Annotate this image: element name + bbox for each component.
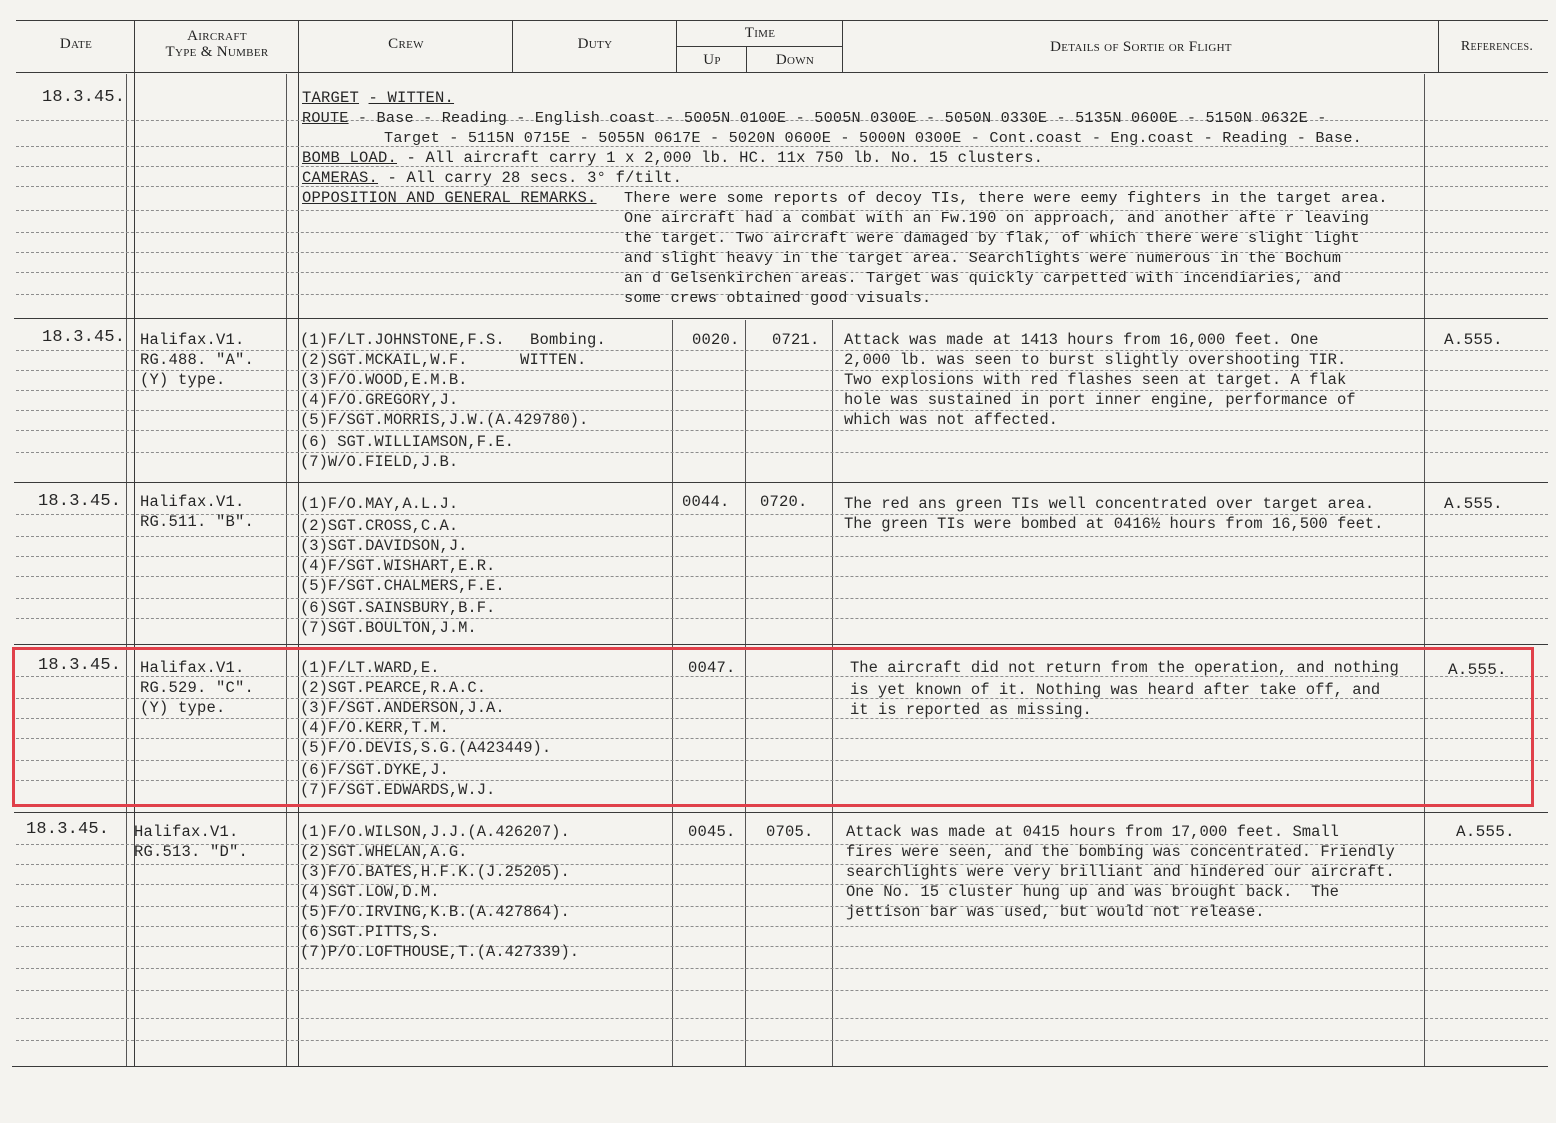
- details-line: hole was sustained in port inner engine, performance of: [844, 391, 1356, 409]
- section-separator-2: [14, 482, 1548, 483]
- header-up: Up: [703, 52, 721, 68]
- header-time: Time: [744, 25, 776, 41]
- crew-member: (2)SGT.PEARCE,R.A.C.: [300, 679, 487, 697]
- header-crew: Crew: [388, 36, 424, 52]
- body-divider-date: [126, 74, 127, 1066]
- crew-member: (4)SGT.LOW,D.M.: [300, 883, 440, 901]
- details-line: One No. 15 cluster hung up and was brought back. The: [846, 883, 1339, 901]
- header-details: Details of Sortie or Flight: [1050, 39, 1232, 55]
- header-date: Date: [59, 36, 93, 52]
- time-up: 0047.: [688, 659, 736, 677]
- route-line-2: Target - 5115N 0715E - 5055N 0617E - 5020N 0600E - 5000N 0300E - Cont.coast - Eng.coast - Reading - Base.: [384, 129, 1362, 147]
- crew-member: (5)F/O.IRVING,K.B.(A.427864).: [300, 903, 570, 921]
- body-divider-crew: [286, 74, 287, 1066]
- crew-member: (4)F/O.GREGORY,J.: [300, 391, 459, 409]
- details-line: fires were seen, and the bombing was concentrated. Friendly: [846, 843, 1395, 861]
- crew-member: (6)SGT.PITTS,S.: [300, 923, 440, 941]
- crew-member: (5)F/SGT.MORRIS,J.W.(A.429780).: [300, 411, 589, 429]
- aircraft-number: RG.511. "B".: [140, 513, 255, 531]
- aircraft-type: Halifax.V1.: [140, 331, 245, 349]
- crew-member: (1)F/O.WILSON,J.J.(A.426207).: [300, 823, 570, 841]
- reference: A.555.: [1456, 823, 1515, 841]
- cameras-line: [302, 168, 682, 188]
- crew-member: (5)F/O.DEVIS,S.G.(A423449).: [300, 739, 552, 757]
- crew-member: (6)F/SGT.DYKE,J.: [300, 761, 449, 779]
- details-line: jettison bar was used, but would not release.: [846, 903, 1265, 921]
- details-line: is yet known of it. Nothing was heard after take off, and: [850, 681, 1381, 699]
- aircraft-variant: (Y) type.: [140, 371, 226, 389]
- body-divider-details: [1424, 74, 1425, 1066]
- time-up: 0020.: [692, 331, 740, 349]
- details-line: which was not affected.: [844, 411, 1058, 429]
- time-down: 0720.: [760, 493, 808, 511]
- body-divider-up: [672, 320, 673, 1066]
- crew-member: (1)F/O.MAY,A.L.J.: [300, 495, 459, 513]
- target-line: [302, 88, 454, 108]
- remark-line-5: an d Gelsenkirchen areas. Target was quickly carpetted with incendiaries, and: [624, 269, 1342, 287]
- body-divider-time: [832, 320, 833, 1066]
- section-separator-1: [14, 318, 1548, 319]
- aircraft-type: Halifax.V1.: [140, 493, 245, 511]
- time-subheader-border: [676, 46, 842, 47]
- crew-member: (7)W/O.FIELD,J.B.: [300, 453, 459, 471]
- top-border: [16, 20, 1548, 21]
- remark-line-4: and slight heavy in the target area. Searchlights were numerous in the Bochum: [624, 249, 1342, 267]
- route-label: ROUTE: [302, 109, 349, 127]
- crew-member: (2)SGT.WHELAN,A.G.: [300, 843, 468, 861]
- aircraft-number: RG.513. "D".: [134, 843, 249, 861]
- sortie-date: 18.3.45.: [38, 492, 122, 511]
- summary-date: 18.3.45.: [42, 88, 126, 107]
- crew-member: (3)F/SGT.ANDERSON,J.A.: [300, 699, 505, 717]
- details-line: Two explosions with red flashes seen at target. A flak: [844, 371, 1347, 389]
- cameras-value: - All carry 28 secs. 3° f/tilt.: [387, 169, 683, 187]
- body-divider-down: [745, 320, 746, 1066]
- bomb-label: BOMB LOAD.: [302, 149, 398, 167]
- reference: A.555.: [1448, 661, 1507, 679]
- header-down: Down: [775, 52, 815, 68]
- reference: A.555.: [1444, 331, 1503, 349]
- crew-member: (6)SGT.SAINSBURY,B.F.: [300, 599, 496, 617]
- route-line-1: [302, 108, 1327, 128]
- crew-member: (3)SGT.DAVIDSON,J.: [300, 537, 468, 555]
- duty-line: Bombing.: [530, 331, 607, 349]
- details-line: The green TIs were bombed at 0416½ hours from 16,500 feet.: [844, 515, 1384, 533]
- remark-line-2: One aircraft had a combat with an Fw.190 on approach, and another afte r leaving: [624, 209, 1370, 227]
- section-separator-4: [14, 812, 1548, 813]
- target-value: - WITTEN.: [368, 89, 455, 107]
- header-aircraft: Aircraft Type & Number: [165, 28, 269, 60]
- header-references: References.: [1460, 39, 1534, 54]
- aircraft-type: Halifax.V1.: [134, 823, 239, 841]
- crew-member: (2)SGT.CROSS,C.A.: [300, 517, 459, 535]
- details-line: 2,000 lb. was seen to burst slightly overshooting TIR.: [844, 351, 1347, 369]
- crew-member: (5)F/SGT.CHALMERS,F.E.: [300, 577, 505, 595]
- route-value-1: - Base - Reading - English coast - 5005N 0100E - 5005N 0300E - 5050N 0330E - 5135N 0600E - 5150N 0632E -: [357, 109, 1327, 127]
- sortie-date: 18.3.45.: [38, 656, 122, 675]
- crew-member: (1)F/LT.JOHNSTONE,F.S.: [300, 331, 505, 349]
- time-up: 0044.: [682, 493, 730, 511]
- crew-member: (4)F/SGT.WISHART,E.R.: [300, 557, 496, 575]
- crew-member: (4)F/O.KERR,T.M.: [300, 719, 449, 737]
- time-down: 0721.: [772, 331, 820, 349]
- bomb-line: [302, 148, 1043, 168]
- col-divider-date: [134, 20, 135, 1066]
- remark-line-3: the target. Two aircraft were damaged by flak, of which there were slight light: [624, 229, 1360, 247]
- details-line: Attack was made at 0415 hours from 17,000 feet. Small: [846, 823, 1339, 841]
- crew-member: (6) SGT.WILLIAMSON,F.E.: [300, 433, 514, 451]
- details-line: The red ans green TIs well concentrated over target area.: [844, 495, 1375, 513]
- time-down: 0705.: [766, 823, 814, 841]
- details-line: searchlights were very brilliant and hindered our aircraft.: [846, 863, 1395, 881]
- bomb-value: - All aircraft carry 1 x 2,000 lb. HC. 11x 750 lb. No. 15 clusters.: [406, 149, 1044, 167]
- cameras-label: CAMERAS.: [302, 169, 379, 187]
- details-line: it is reported as missing.: [850, 701, 1092, 719]
- crew-member: (7)SGT.BOULTON,J.M.: [300, 619, 477, 637]
- duty-line: WITTEN.: [520, 351, 587, 369]
- crew-member: (7)F/SGT.EDWARDS,W.J.: [300, 781, 496, 799]
- reference: A.555.: [1444, 495, 1503, 513]
- details-line: The aircraft did not return from the operation, and nothing: [850, 659, 1399, 677]
- remark-line-1: There were some reports of decoy TIs, there were eemy fighters in the target area.: [624, 189, 1388, 207]
- remark-line-6: some crews obtained good visuals.: [624, 289, 932, 307]
- section-separator-3: [14, 644, 1548, 645]
- crew-member: (7)P/O.LOFTHOUSE,T.(A.427339).: [300, 943, 580, 961]
- aircraft-number: RG.529. "C".: [140, 679, 255, 697]
- sortie-date: 18.3.45.: [42, 328, 126, 347]
- crew-member: (2)SGT.MCKAIL,W.F.: [300, 351, 468, 369]
- opposition-label: OPPOSITION AND GENERAL REMARKS.: [302, 189, 597, 207]
- aircraft-variant: (Y) type.: [140, 699, 226, 717]
- crew-member: (3)F/O.WOOD,E.M.B.: [300, 371, 468, 389]
- header-duty: Duty: [577, 36, 613, 52]
- header-bottom-border: [16, 72, 1548, 73]
- crew-member: (3)F/O.BATES,H.F.K.(J.25205).: [300, 863, 570, 881]
- aircraft-number: RG.488. "A".: [140, 351, 255, 369]
- aircraft-type: Halifax.V1.: [140, 659, 245, 677]
- crew-member: (1)F/LT.WARD,E.: [300, 659, 440, 677]
- bottom-border: [12, 1066, 1548, 1067]
- time-up: 0045.: [688, 823, 736, 841]
- target-label: TARGET: [302, 89, 360, 107]
- details-line: Attack was made at 1413 hours from 16,000 feet. One: [844, 331, 1319, 349]
- sortie-date: 18.3.45.: [26, 820, 110, 839]
